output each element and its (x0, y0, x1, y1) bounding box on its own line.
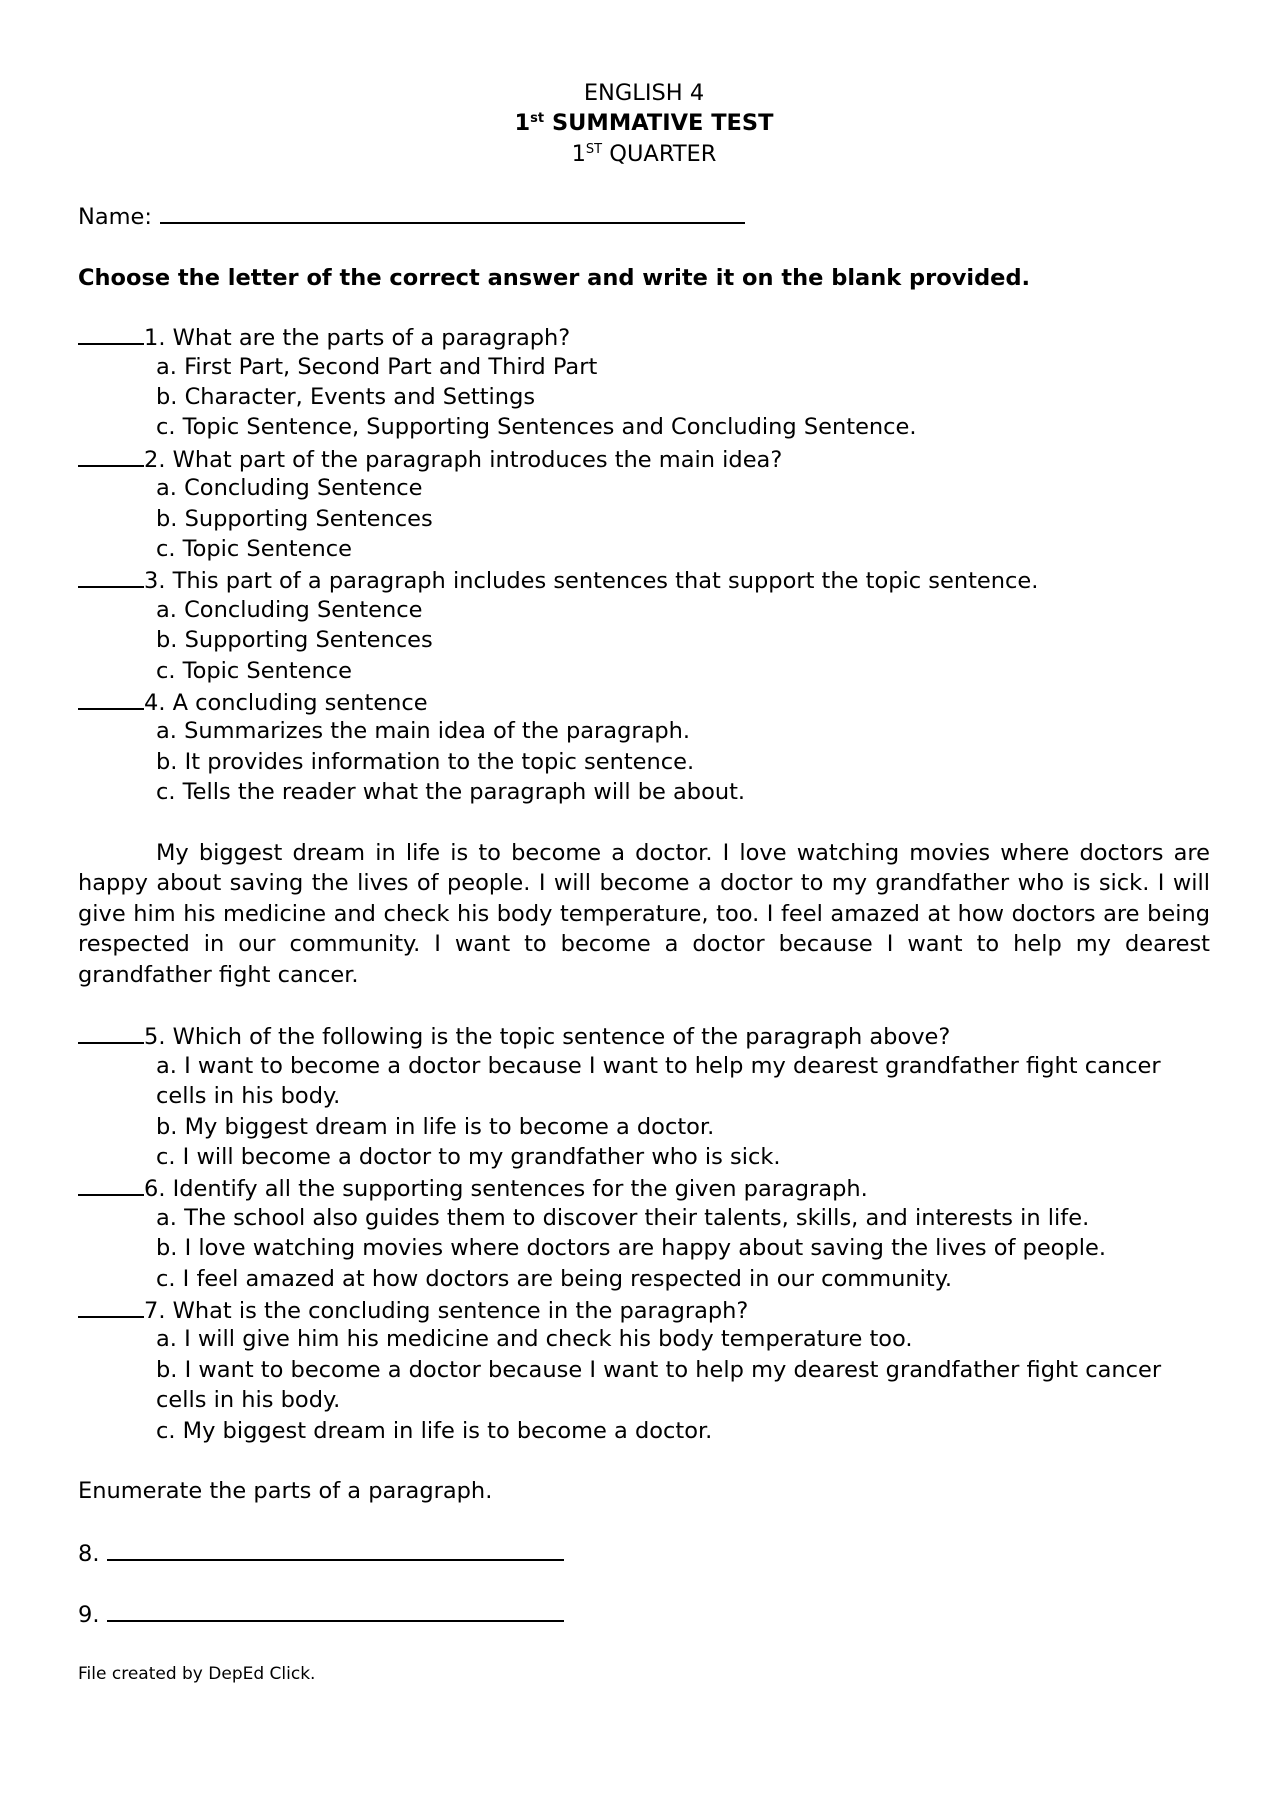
question (78, 686, 1210, 716)
question (78, 1020, 1210, 1050)
answer-option: b. I want to become a doctor because I want to help my dearest grandfather fight cancer cells in his body. (156, 1356, 1162, 1414)
answer-option: c. I feel amazed at how doctors are being respected in our community. (156, 1265, 952, 1292)
quarter-ordinal: ST (585, 141, 603, 157)
answer-blank[interactable] (78, 1172, 144, 1196)
answer-item-8[interactable] (78, 1537, 1210, 1567)
answer-blank[interactable] (107, 1537, 564, 1561)
answer-option: c. Topic Sentence, Supporting Sentences and Concluding Sentence. (156, 414, 917, 441)
test-name: SUMMATIVE TEST (551, 110, 774, 137)
question (78, 1172, 1210, 1202)
answer-option: b. Supporting Sentences (156, 627, 433, 654)
reading-passage: My biggest dream in life is to become a doctor. I love watching movies where doctors are happy about saving the lives of people. I will become a doctor to my grandfather who is sick. I will give him his medicine and check his body temperature, too. I feel amazed at how doctors are being respected in our community. I want to become a doctor because I want to help my dearest grandfather fight cancer. (78, 839, 1210, 988)
answer-option: c. Topic Sentence (156, 657, 352, 684)
question-text: 2. What part of the paragraph introduces the main idea? (144, 446, 783, 473)
answer-blank[interactable] (78, 321, 144, 345)
questions-part1 (78, 321, 1210, 807)
subject-title: ENGLISH 4 (583, 80, 705, 106)
test-document (78, 78, 1210, 1689)
test-title (78, 108, 1210, 138)
answer-number: 8. (78, 1541, 100, 1568)
enumerate-instruction: Enumerate the parts of a paragraph. (78, 1478, 493, 1505)
test-number: 1 (514, 110, 531, 137)
question (78, 443, 1210, 473)
question-text: 4. A concluding sentence (144, 689, 428, 716)
quarter-label: QUARTER (609, 140, 717, 167)
quarter-number: 1 (571, 140, 586, 167)
answer-blank[interactable] (78, 1020, 144, 1044)
question-text: 5. Which of the following is the topic sentence of the paragraph above? (144, 1024, 951, 1051)
answer-blank[interactable] (78, 564, 144, 588)
question-text: 1. What are the parts of a paragraph? (144, 325, 571, 352)
question (78, 321, 1210, 351)
answer-number: 9. (78, 1601, 100, 1628)
question-text: 3. This part of a paragraph includes sentences that support the topic sentence. (144, 568, 1039, 595)
answer-option: b. Supporting Sentences (156, 505, 433, 532)
test-ordinal: st (530, 111, 545, 127)
instructions: Choose the letter of the correct answer and write it on the blank provided. (78, 265, 1031, 292)
question (78, 1294, 1210, 1324)
answer-option: a. I will give him his medicine and check his body temperature too. (156, 1326, 913, 1353)
question-text: 7. What is the concluding sentence in the paragraph? (144, 1298, 749, 1324)
answer-option: a. Concluding Sentence (156, 596, 423, 623)
answer-option: c. Topic Sentence (156, 535, 352, 562)
name-field[interactable] (78, 200, 1210, 230)
question-text: 6. Identify all the supporting sentences for the given paragraph. (144, 1176, 868, 1203)
answer-blank[interactable] (78, 443, 144, 467)
answer-blank[interactable] (78, 686, 144, 710)
answer-option: a. First Part, Second Part and Third Part (156, 353, 598, 380)
answer-option: a. I want to become a doctor because I want to help my dearest grandfather fight cancer cells in his body. (156, 1052, 1161, 1110)
answer-option: a. The school also guides them to discover their talents, skills, and interests in life. (156, 1204, 1090, 1231)
quarter-title (78, 139, 1210, 169)
footer-credit: File created by DepEd Click. (78, 1663, 316, 1684)
answer-option: a. Concluding Sentence (156, 475, 423, 502)
answer-option: b. Character, Events and Settings (156, 383, 536, 410)
answer-blank[interactable] (107, 1598, 564, 1622)
question (78, 564, 1210, 594)
name-label: Name: (78, 203, 152, 230)
answer-option: c. My biggest dream in life is to become a doctor. (156, 1417, 713, 1444)
answer-option: c. Tells the reader what the paragraph will be about. (156, 779, 746, 806)
answer-blank[interactable] (78, 1294, 144, 1318)
name-blank[interactable] (160, 200, 745, 224)
answer-option: a. Summarizes the main idea of the paragraph. (156, 718, 691, 745)
answer-option: c. I will become a doctor to my grandfather who is sick. (156, 1143, 781, 1170)
questions-part2 (78, 1020, 1210, 1446)
answer-item-9[interactable] (78, 1598, 1210, 1628)
answer-option: b. My biggest dream in life is to become a doctor. (156, 1113, 715, 1140)
answer-option: b. It provides information to the topic sentence. (156, 748, 695, 775)
answer-option: b. I love watching movies where doctors are happy about saving the lives of people. (156, 1235, 1106, 1262)
